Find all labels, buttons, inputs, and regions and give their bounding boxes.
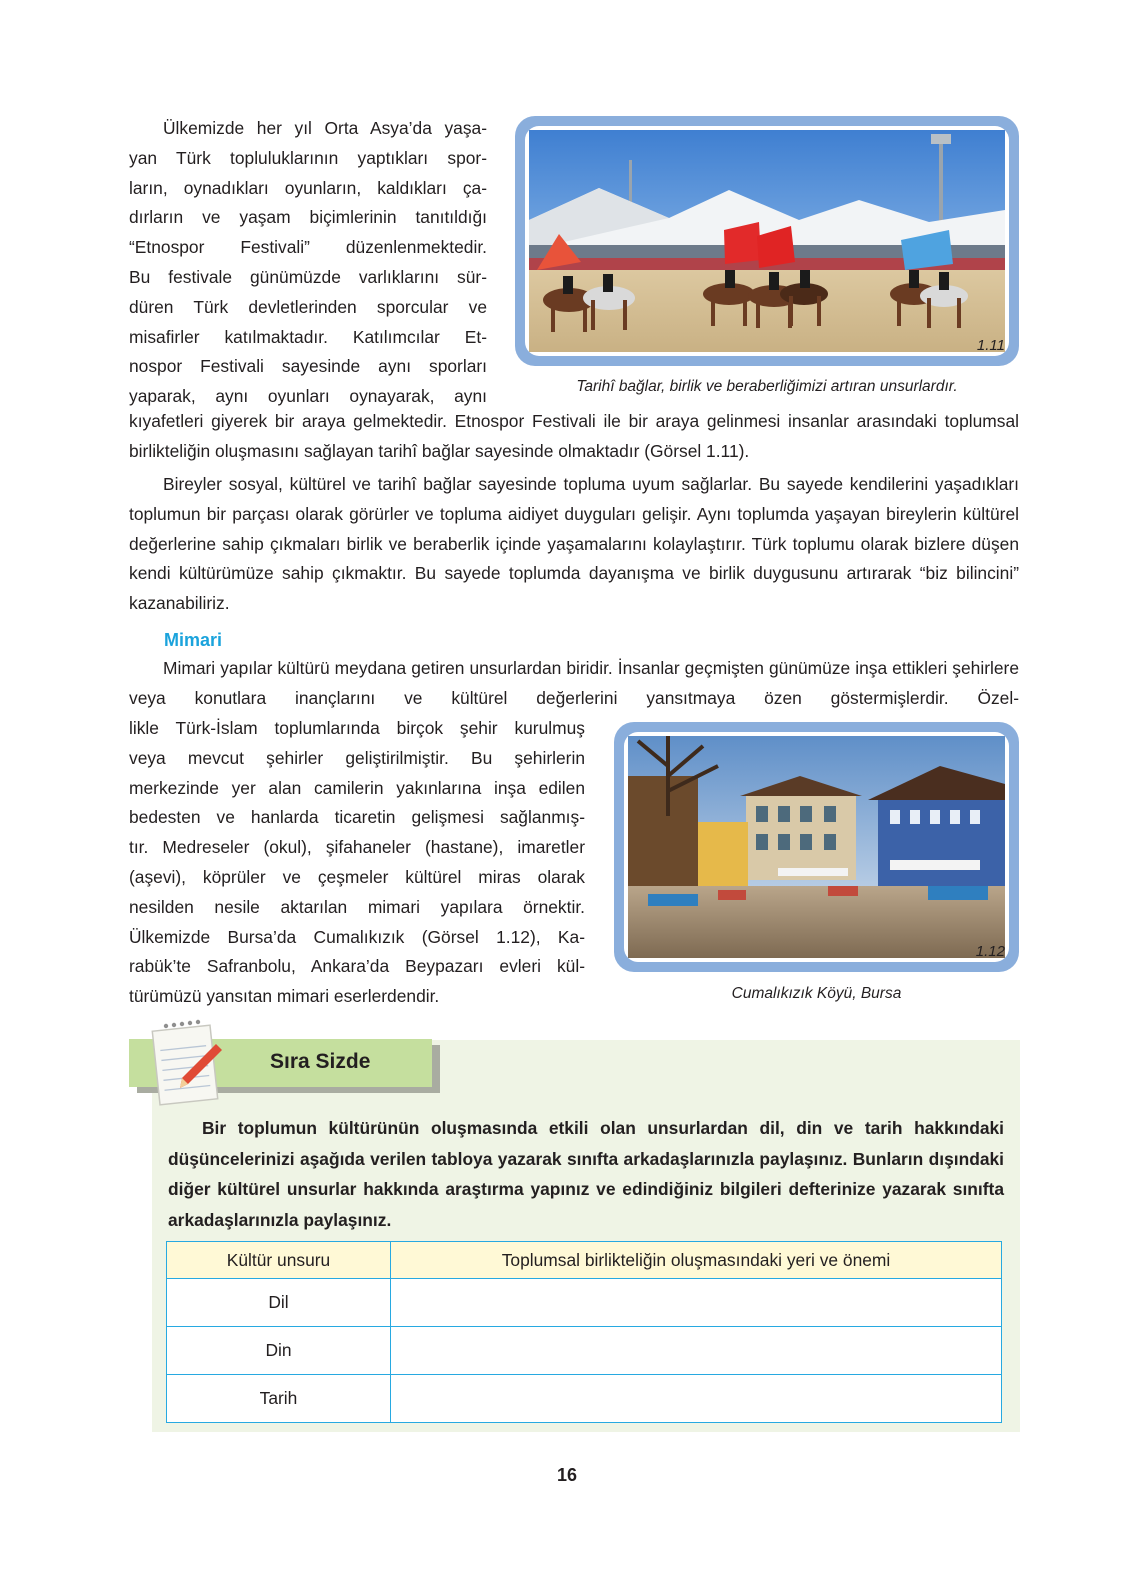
text-line: Bu festivale günümüzde varlıklarını sür- (129, 266, 487, 287)
table-cell-answer[interactable] (391, 1279, 1002, 1327)
text-line: yan Türk topluluklarının yaptıkları spor- (129, 147, 487, 168)
notepad-pencil-icon (150, 1018, 228, 1108)
figure-1-11-frame (515, 116, 1019, 366)
table-header-row (167, 1242, 1002, 1279)
section-heading-mimari: Mimari (164, 630, 223, 650)
village-photo-illustration (628, 736, 1005, 958)
text-line: yaparak, aynı oyunları oynayarak, aynı (129, 386, 487, 407)
paragraph-2 (129, 470, 1019, 619)
table-row (167, 1279, 1002, 1327)
table-cell-unsur: Din (167, 1327, 391, 1375)
text-line: “Etnospor Festivali” düzenlenmektedir. (129, 237, 487, 258)
text-line: tır. Medreseler (okul), şifahaneler (hastane), imaretler (129, 837, 585, 858)
festival-photo-illustration (529, 130, 1005, 352)
text-line: misafirler katılmaktadır. Katılımcılar Et- (129, 326, 487, 347)
text-line: veya mevcut şehirler geliştirilmiştir. Bu şehirlerin (129, 747, 585, 768)
activity-title: Sıra Sizde (270, 1050, 371, 1073)
figure-number: 1.12 (975, 943, 1005, 960)
figure-1-12-caption: Cumalıkızık Köyü, Bursa (731, 985, 902, 1002)
figure-number: 1.11 (976, 337, 1005, 354)
intro-paragraph-left (129, 114, 487, 412)
text-line: merkezinde yer alan camilerin yakınlarına inşa edilen (129, 777, 585, 798)
table-cell-unsur: Dil (167, 1279, 391, 1327)
text-line: düren Türk devletlerinden sporcular ve (129, 296, 487, 317)
mimari-intro (129, 654, 1019, 714)
column-header: Toplumsal birlikteliğin oluşmasındaki yeri ve önemi (391, 1242, 1002, 1279)
table-row (167, 1327, 1002, 1375)
text-line: Ülkemizde her yıl Orta Asya’da yaşa- (163, 118, 487, 138)
text-line: Ülkemizde Bursa’da Cumalıkızık (Görsel 1.12), Ka- (129, 926, 585, 947)
text-line: dırların ve yaşam biçimlerinin tanıtıldığı (129, 207, 487, 228)
text-block: kıyafetleri giyerek bir araya gelmektedir. Etnospor Festivali ile bir araya gelinmesi insanlar arasındaki toplumsal birlikteliğin oluşmasını sağlayan tarihî bağlar sayesinde olmaktadır (Görsel 1.11). (129, 411, 1019, 461)
table-cell-answer[interactable] (391, 1375, 1002, 1423)
text-line: nesilden nesile aktarılan mimari yapılara örnektir. (129, 896, 585, 917)
table-cell-answer[interactable] (391, 1327, 1002, 1375)
text-line: likle Türk-İslam toplumlarında birçok şehir kurulmuş (129, 718, 585, 738)
text-line: bedesten ve hanlarda ticaretin gelişmesi sağlanmış- (129, 807, 585, 828)
text-block: Bir toplumun kültürünün oluşmasında etkili olan unsurlardan dil, din ve tarih hakkındaki düşüncelerinizi aşağıda verilen tabloya yazarak sınıfta arkadaşlarınızla paylaşınız. Bunların dışındaki diğer kültürel unsurlar hakkında araştırma yapınız ve edindiğiniz bilgileri defterinize yazarak sınıfta arkadaşlarınızla paylaşınız. (168, 1118, 1004, 1230)
culture-table (166, 1241, 1002, 1423)
text-line: (aşevi), köprüler ve çeşmeler kültürel miras olarak (129, 866, 585, 887)
text-line: ların, oynadıkları oyunların, kaldıkları ça- (129, 177, 487, 198)
figure-1-11-image (525, 126, 1009, 356)
table-cell-unsur: Tarih (167, 1375, 391, 1423)
mimari-paragraph-left (129, 714, 585, 1012)
table-row (167, 1375, 1002, 1423)
text-block: Bireyler sosyal, kültürel ve tarihî bağlar sayesinde topluma uyum sağlarlar. Bu sayede kendilerini yaşadıkları toplumun bir parçası olarak görürler ve topluma aidiyet duyguları gelişir. Aynı toplumda yaşayan bireylerin kültürel değerlerine sahip çıkmaları birlik ve beraberlik içinde yaşamalarını kolaylaştırır. Türk toplumu olarak bizlere düşen kendi kültürümüze sahip çıkmaktır. Bu sayede toplumda dayanışma ve birlik duygusunu artırarak “biz bilincini” kazanabiliriz. (129, 474, 1019, 614)
text-line: rabük’te Safranbolu, Ankara’da Beypazarı evleri kül- (129, 956, 585, 977)
figure-1-11-caption: Tarihî bağlar, birlik ve beraberliğimizi artıran unsurlardır. (576, 378, 958, 395)
text-line: türümüzü yansıtan mimari eserlerdendir. (129, 986, 440, 1007)
page-number: 16 (556, 1465, 578, 1485)
column-header: Kültür unsuru (167, 1242, 391, 1279)
intro-paragraph-continuation (129, 407, 1019, 467)
text-line: nospor Festivali sayesinde aynı sporları (129, 356, 487, 377)
figure-1-12-frame (614, 722, 1019, 972)
figure-1-12-image (624, 732, 1009, 962)
text-block: Mimari yapılar kültürü meydana getiren unsurlardan biridir. İnsanlar geçmişten günümüze inşa ettikleri şehirlere veya konutlara inançlarını ve kültürel değerlerini yansıtmaya özen göstermişlerdir. Özel- (129, 658, 1019, 708)
activity-instructions (168, 1113, 1004, 1235)
